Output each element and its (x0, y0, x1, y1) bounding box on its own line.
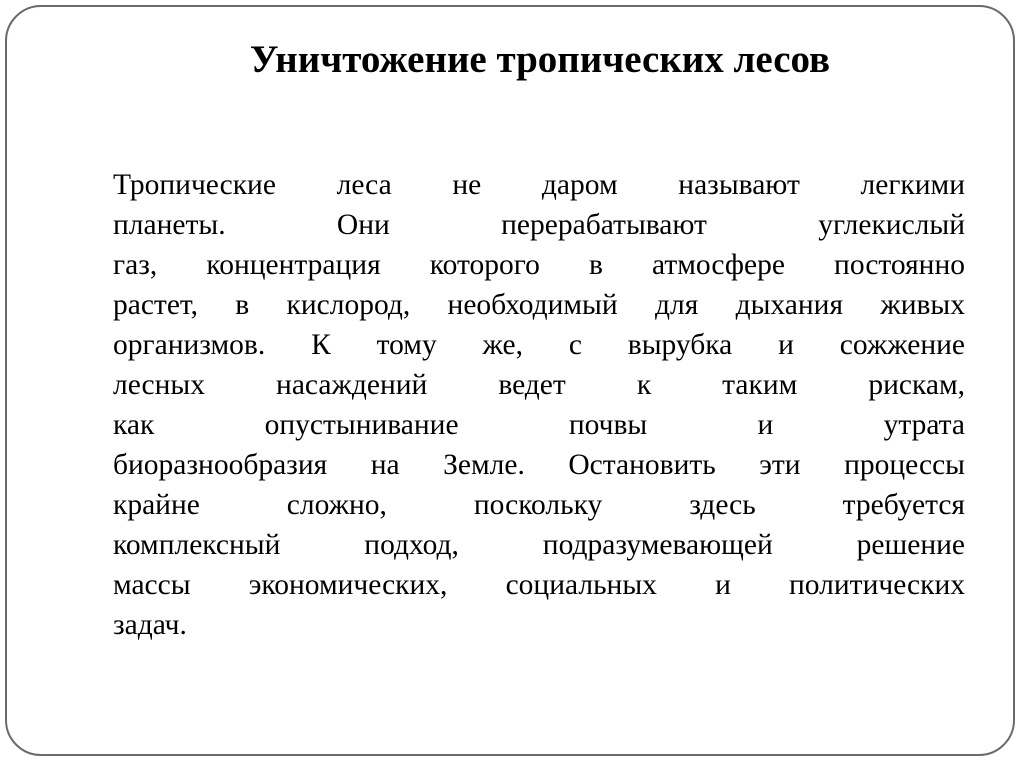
body-text-line: растет, в кислород, необходимый для дыхания живых (113, 289, 965, 321)
body-text-line: задач. (113, 609, 187, 641)
body-text-line: как опустынивание почвы и утрата (113, 409, 965, 441)
body-text-line: биоразнообразия на Земле. Остановить эти процессы (113, 449, 965, 481)
body-text-line: массы экономических, социальных и политических (113, 569, 965, 601)
body-text-line: крайне сложно, поскольку здесь требуется (113, 489, 965, 521)
body-text-line: Тропические леса не даром называют легкими (113, 169, 965, 201)
slide-body (113, 165, 965, 645)
body-text-line: организмов. К тому же, с вырубка и сожжение (113, 329, 965, 361)
body-text-line: комплексный подход, подразумевающей решение (113, 529, 965, 561)
body-text-line: лесных насаждений ведет к таким рискам, (113, 369, 965, 401)
slide-title: Уничтожение тропических лесов (249, 38, 831, 81)
body-text-line: газ, концентрация которого в атмосфере постоянно (113, 249, 965, 281)
body-text-line: планеты. Они перерабатывают углекислый (113, 209, 965, 241)
